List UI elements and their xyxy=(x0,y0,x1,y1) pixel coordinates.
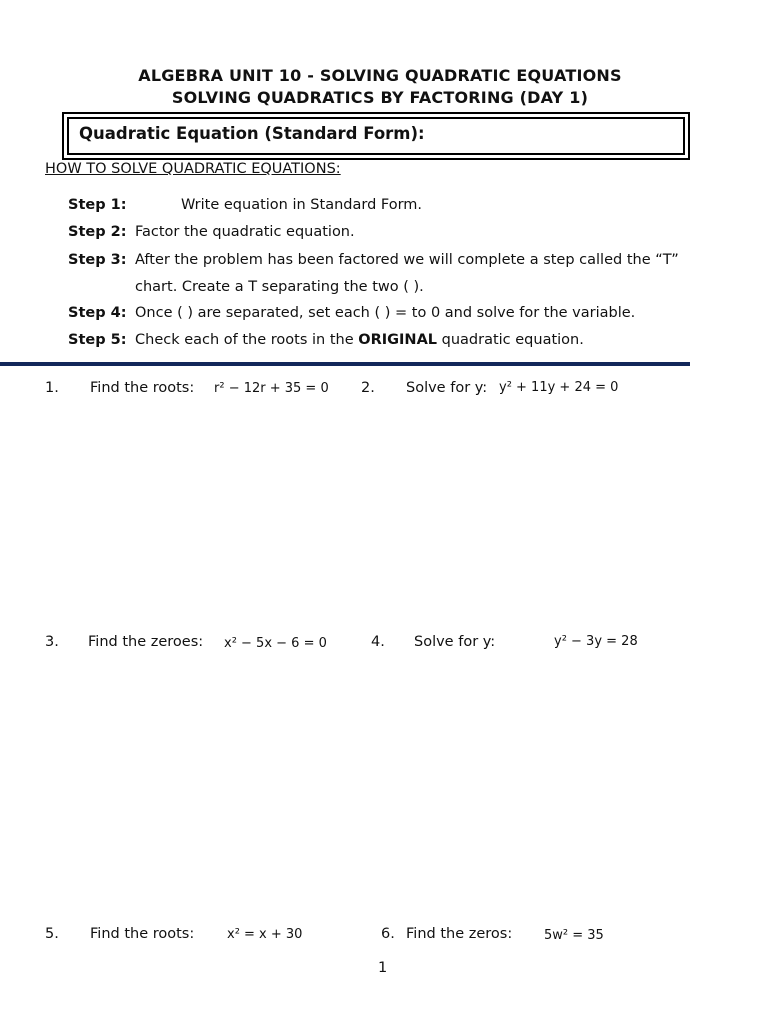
step-4-label: Step 4: xyxy=(68,305,127,321)
problem-5-equation: x² = x + 30 xyxy=(227,927,303,942)
problem-5-number: 5. xyxy=(45,926,59,942)
standard-form-label: Quadratic Equation (Standard Form): xyxy=(79,124,425,143)
step-5-text-before: Check each of the roots in the xyxy=(135,332,359,348)
step-2-text: Factor the quadratic equation. xyxy=(135,224,355,240)
step-2-label: Step 2: xyxy=(68,224,127,240)
problem-6-number: 6. xyxy=(381,926,395,942)
problem-6-equation: 5w² = 35 xyxy=(544,928,604,943)
how-to-heading: HOW TO SOLVE QUADRATIC EQUATIONS: xyxy=(45,161,341,177)
problem-4-equation: y² − 3y = 28 xyxy=(554,634,638,649)
step-1-label: Step 1: xyxy=(68,197,127,213)
step-4-text: Once ( ) are separated, set each ( ) = to 0 and solve for the variable. xyxy=(135,305,636,321)
step-5-text-bold: ORIGINAL xyxy=(358,332,438,348)
step-1-text: Write equation in Standard Form. xyxy=(181,197,423,213)
standard-form-box xyxy=(62,112,690,160)
problem-5-prompt: Find the roots: xyxy=(90,926,195,942)
problem-1-equation: r² − 12r + 35 = 0 xyxy=(214,381,329,396)
problem-2-number: 2. xyxy=(361,380,375,396)
problem-1-prompt: Find the roots: xyxy=(90,380,195,396)
problem-3-number: 3. xyxy=(45,634,59,650)
step-3-text-continued: chart. Create a T separating the two ( ). xyxy=(135,279,424,295)
page-number: 1 xyxy=(378,960,388,976)
problem-4-prompt: Solve for y: xyxy=(414,634,496,650)
worksheet-title: ALGEBRA UNIT 10 - SOLVING QUADRATIC EQUATIONS xyxy=(138,66,622,85)
problem-3-equation: x² − 5x − 6 = 0 xyxy=(224,636,327,651)
step-5-text xyxy=(135,332,584,348)
problem-1-number: 1. xyxy=(45,380,59,396)
problem-2-prompt: Solve for y: xyxy=(406,380,488,396)
step-5-label: Step 5: xyxy=(68,332,127,348)
step-3-text: After the problem has been factored we will complete a step called the “T” xyxy=(135,252,679,268)
step-3-label: Step 3: xyxy=(68,252,127,268)
problem-3-prompt: Find the zeroes: xyxy=(88,634,204,650)
step-5-text-after: quadratic equation. xyxy=(437,332,584,348)
problem-6-prompt: Find the zeros: xyxy=(406,926,513,942)
problem-4-number: 4. xyxy=(371,634,385,650)
section-divider xyxy=(0,362,690,366)
standard-form-box-inner xyxy=(67,117,685,155)
worksheet-subtitle: SOLVING QUADRATICS BY FACTORING (DAY 1) xyxy=(171,88,589,107)
problem-2-equation: y² + 11y + 24 = 0 xyxy=(499,380,619,395)
